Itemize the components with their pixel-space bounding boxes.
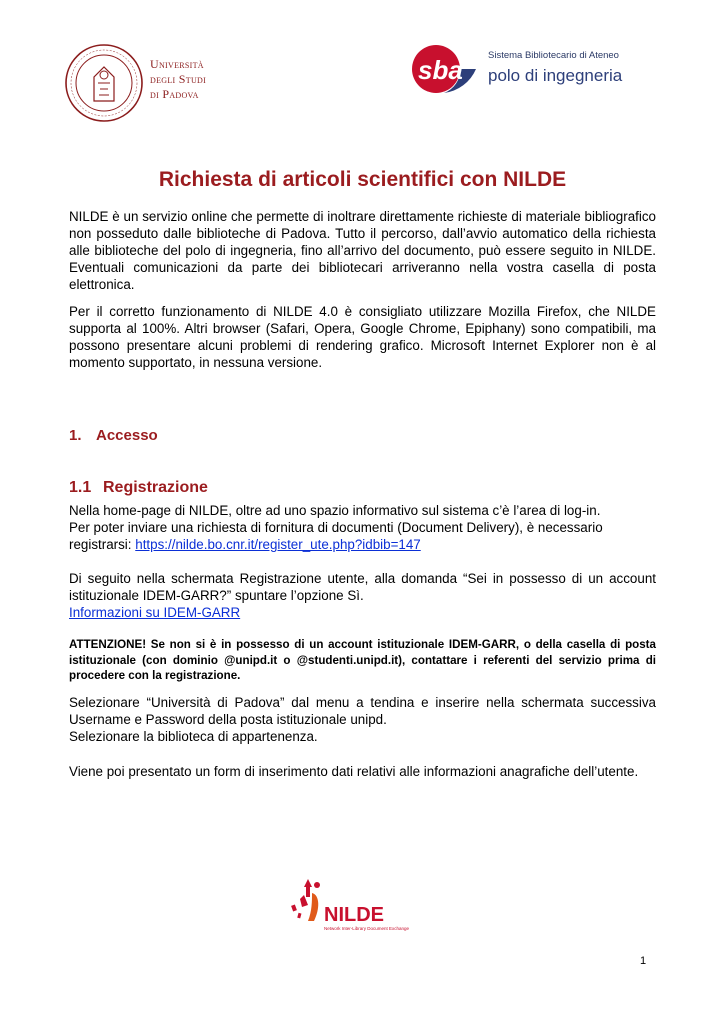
section-heading-accesso (69, 427, 158, 444)
idem-info-link[interactable]: Informazioni su IDEM-GARR (69, 605, 241, 620)
unipd-seal-logo (64, 43, 144, 123)
unipd-line3: di Padova (150, 87, 199, 101)
subsection-title: Registrazione (103, 479, 208, 496)
select-line-1: Selezionare “Università di Padova” dal menu a tendina e inserire nella schermata successiva Username e Password della posta istituzionale unipd. (69, 695, 656, 727)
section-number: 1. (69, 427, 82, 444)
sba-logo (410, 43, 480, 95)
subsection-number: 1.1 (69, 479, 92, 496)
section-heading-registrazione (69, 479, 208, 497)
nilde-logo-text: NILDE (324, 904, 384, 926)
registration-line-2: Per poter inviare una richiesta di fornitura di documenti (Document Delivery), è necessario registrarsi: (69, 520, 603, 552)
idem-paragraph (69, 570, 656, 621)
select-line-2: Selezionare la biblioteca di appartenenza. (69, 729, 318, 744)
sba-subtitle: Sistema Bibliotecario di Ateneo (488, 50, 619, 61)
intro-paragraph-2: Per il corretto funzionamento di NILDE 4.0 è consigliato utilizzare Mozilla Firefox, che NILDE supporta al 100%. Altri browser (Safari, Opera, Google Chrome, Epiphany) sono compatibili, ma possono presentare alcuni problemi di rendering grafico. Microsoft Internet Explorer non è al momento supportato, in nessuna versione. (69, 304, 656, 370)
sba-polo: polo di ingegneria (488, 66, 623, 85)
registration-line-1: Nella home-page di NILDE, oltre ad uno spazio informativo sul sistema c’è l’area di log-in. (69, 503, 601, 518)
svg-text:sba: sba (418, 55, 463, 85)
page-title: Richiesta di articoli scientifici con NILDE (158, 168, 567, 191)
idem-text: Di seguito nella schermata Registrazione utente, alla domanda “Sei in possesso di un account istituzionale IDEM-GARR?” spuntare l’opzione Sì. (69, 571, 656, 603)
unipd-line2: degli Studi (150, 72, 207, 86)
intro-paragraph-1: NILDE è un servizio online che permette di inoltrare direttamente richieste di materiale bibliografico non posseduto dalle biblioteche di Padova. Tutto il percorso, dall’avvio automatico della richiesta alle biblioteche del polo di ingegneria, fino all’arrivo del documento, può essere seguito in NILDE. Eventuali comunicazioni da parte dei bibliotecari arriveranno nella vostra casella di posta elettronica. (69, 209, 656, 292)
warning-paragraph: ATTENZIONE! Se non si è in possesso di un account istituzionale IDEM-GARR, o della casella di posta istituzionale (con dominio @unipd.it o @studenti.unipd.it), contattare i referenti del servizio prima di procedere con la registrazione. (69, 638, 656, 682)
unipd-name (150, 57, 206, 102)
unipd-line1: Università (150, 57, 204, 71)
nilde-logo-subtitle: Network Inter-Library Document Exchange (324, 926, 410, 931)
select-paragraph (69, 694, 656, 745)
registration-paragraph (69, 502, 656, 553)
page-number: 1 (640, 955, 647, 967)
register-link[interactable]: https://nilde.bo.cnr.it/register_ute.php?idbib=147 (135, 537, 421, 552)
form-paragraph: Viene poi presentato un form di inserimento dati relativi alle informazioni anagrafiche dell’utente. (69, 764, 639, 779)
nilde-logo (290, 875, 435, 935)
section-title: Accesso (96, 427, 158, 444)
